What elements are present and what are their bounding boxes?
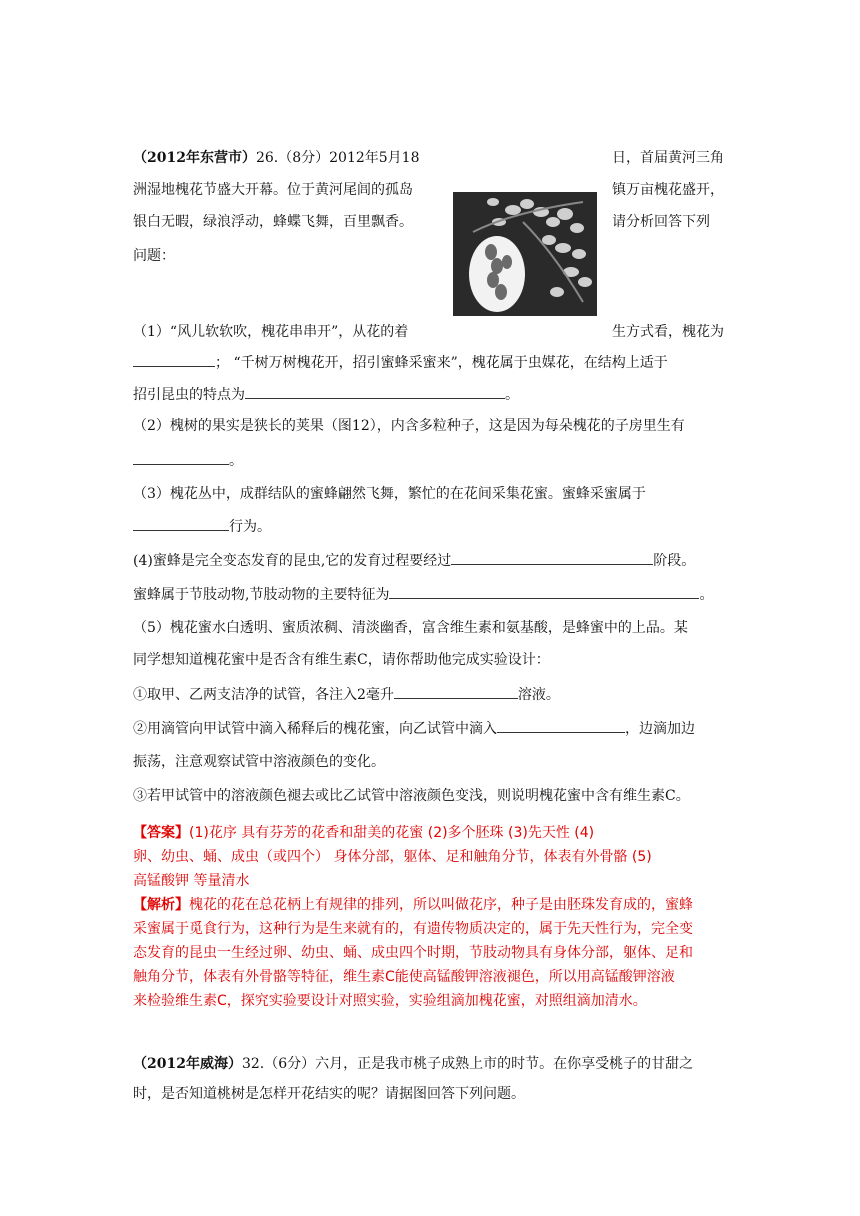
answer-blank[interactable] <box>133 516 229 531</box>
locust-flower-image <box>453 192 597 316</box>
q26-step3: ③若甲试管中的溶液颜色褪去或比乙试管中溶液颜色变浅，则说明槐花蜜中含有维生素C。 <box>133 788 690 804</box>
q26-part3-line-2 <box>133 516 271 537</box>
q26-line-3: 银白无暇，绿浪浮动，蜂蝶飞舞，百里飘香。 <box>133 214 413 230</box>
answer-text: (1)花序 具有芬芳的花香和甜美的花蜜 (2)多个胚珠 (3)先天性 (4) <box>189 825 595 841</box>
q26-line-3-right: 请分析回答下列 <box>612 214 710 230</box>
explanation-line-2: 采蜜属于觅食行为，这种行为是生来就有的，有遗传物质决定的，属于先天性行为，完全变 <box>133 921 693 937</box>
q26-line-2-right: 镇万亩槐花盛开， <box>612 182 724 198</box>
q26-line-1-right: 日，首届黄河三角 <box>612 150 724 166</box>
q26-part3-line-1: （3）槐花丛中，成群结队的蜜蜂翩然飞舞，繁忙的在花间采集花蜜。蜜蜂采蜜属于 <box>133 486 646 502</box>
answer-blank[interactable] <box>394 684 518 699</box>
q26-line-4: 问题： <box>133 248 175 264</box>
q26-part1-line-1-right: 生方式看，槐花为 <box>612 324 724 340</box>
q26-source: （2012年东营市） <box>133 150 256 166</box>
q26-step2-line-2: 振荡，注意观察试管中溶液颜色的变化。 <box>133 754 385 770</box>
q26-line-1 <box>133 148 420 168</box>
q32-text: 32.（6分）六月，正是我市桃子成熟上市的时节。在你享受桃子的甘甜之 <box>241 1056 694 1072</box>
explanation-line-1 <box>133 896 693 915</box>
q26-part5-line-2: 同学想知道槐花蜜中是否含有维生素C，请你帮助他完成实验设计： <box>133 652 550 668</box>
answer-label: 【答案】 <box>133 825 189 841</box>
answer-blank[interactable] <box>389 584 699 599</box>
q26-step2-end: ，边滴加边 <box>625 721 695 737</box>
answer-blank[interactable] <box>245 384 505 399</box>
q26-step2-text: ②用滴管向甲试管中滴入稀释后的槐花蜜，向乙试管中滴入 <box>133 721 497 737</box>
answer-blank[interactable] <box>497 718 625 733</box>
q26-part2-line-2 <box>133 450 243 471</box>
q26-part2-end: 。 <box>229 453 243 469</box>
q26-step1-text: ①取甲、乙两支洁净的试管，各注入2毫升 <box>133 687 394 703</box>
explanation-line-4: 触角分节，体表有外骨骼等特征，维生素C能使高锰酸钾溶液褪色，所以用高锰酸钾溶液 <box>133 969 675 985</box>
q26-step1-end: 溶液。 <box>517 687 560 703</box>
q26-part4-text: (4)蜜蜂是完全变态发育的昆虫,它的发育过程要经过 <box>133 553 452 569</box>
explanation-line-3: 态发育的昆虫一生经过卵、幼虫、蛹、成虫四个时期，节肢动物具有身体分部，躯体、足和 <box>133 945 693 961</box>
explanation-label: 【解析】 <box>133 897 189 913</box>
answer-line-3: 高锰酸钾 等量清水 <box>133 873 250 889</box>
q26-part4-text: 蜜蜂属于节肢动物,节肢动物的主要特征为 <box>133 587 390 603</box>
q26-line-2: 洲湿地槐花节盛大开幕。位于黄河尾闾的孤岛 <box>133 182 413 198</box>
explanation-line-5: 来检验维生素C，探究实验要设计对照实验，实验组滴加槐花蜜，对照组滴加清水。 <box>133 993 647 1009</box>
q26-part2-line-1: （2）槐树的果实是狭长的荚果（图12），内含多粒种子，这是因为每朵槐花的子房里生有 <box>133 418 685 434</box>
q26-part1-line-2 <box>133 352 668 373</box>
q26-part4-end: 阶段。 <box>653 553 696 569</box>
answer-blank[interactable] <box>133 352 215 367</box>
q26-part4-line-2 <box>133 584 713 605</box>
q26-part1-text: ； “千树万树槐花开，招引蜜蜂采蜜来”，槐花属于虫媒花，在结构上适于 <box>215 355 668 371</box>
q26-part4-line-1 <box>133 550 695 571</box>
locust-flower-photo <box>453 192 597 316</box>
q32-line-2: 时，是否知道桃树是怎样开花结实的呢？请据图回答下列问题。 <box>133 1086 525 1102</box>
q26-part1-line-1: （1）“风儿软软吹，槐花串串开”，从花的着 <box>133 324 409 340</box>
answer-explanation-block <box>133 820 743 1008</box>
explanation-text: 槐花的花在总花柄上有规律的排列，所以叫做花序，种子是由胚珠发育成的，蜜蜂 <box>189 897 693 913</box>
q32-line-1 <box>133 1054 693 1074</box>
q26-part1-line-3 <box>133 384 519 405</box>
q26-part1-end: 。 <box>505 387 519 403</box>
q26-step2 <box>133 718 695 739</box>
answer-line-1 <box>133 824 594 843</box>
q26-part3-end: 行为。 <box>229 519 271 535</box>
q26-text: 26.（8分）2012年5月18 <box>255 150 420 166</box>
q26-part5-line-1: （5）槐花蜜水白透明、蜜质浓稠、清淡幽香，富含维生素和氨基酸，是蜂蜜中的上品。某 <box>133 620 688 636</box>
answer-blank[interactable] <box>451 550 653 565</box>
q26-step1 <box>133 684 560 705</box>
q26-part4-end: 。 <box>699 587 714 603</box>
q26-part1-text: 招引昆虫的特点为 <box>133 387 245 403</box>
q32-source: （2012年威海） <box>133 1056 242 1072</box>
answer-line-2: 卵、幼虫、蛹、成虫（或四个） 身体分部，躯体、足和触角分节，体表有外骨骼 (5) <box>133 849 652 865</box>
answer-blank[interactable] <box>133 450 229 465</box>
